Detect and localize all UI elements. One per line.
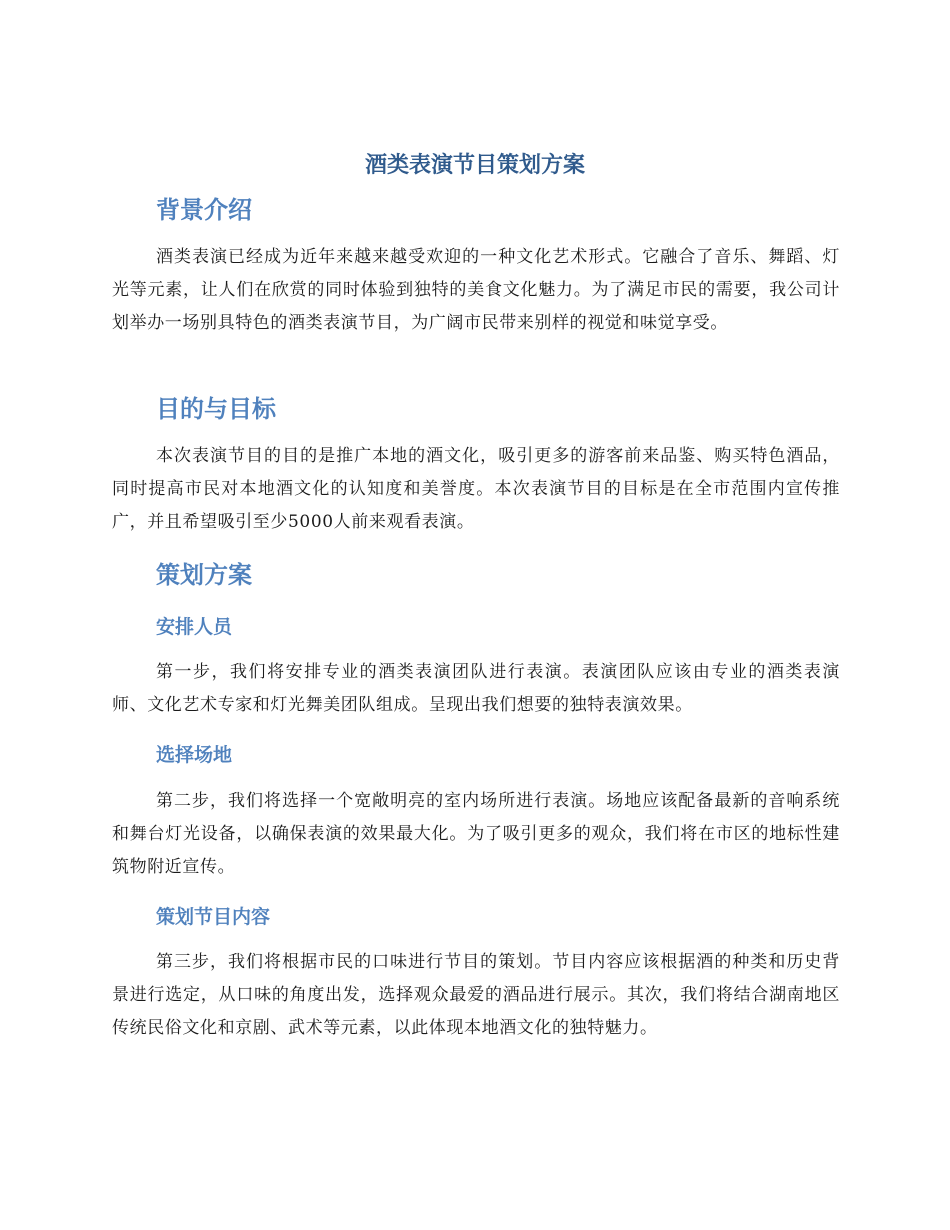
- paragraph-goals: 本次表演节目的目的是推广本地的酒文化，吸引更多的游客前来品鉴、购买特色酒品，同时提高市民对本地酒文化的认知度和美誉度。本次表演节目的目标是在全市范围内宣传推广，并且希望吸引至少5000人前来观看表演。: [112, 446, 840, 532]
- paragraph-venue: 第二步，我们将选择一个宽敞明亮的室内场所进行表演。场地应该配备最新的音响系统和舞台灯光设备，以确保表演的效果最大化。为了吸引更多的观众，我们将在市区的地标性建筑物附近宣传。: [112, 791, 840, 877]
- section-heading-goals: 目的与目标: [156, 395, 276, 423]
- document-title: 酒类表演节目策划方案: [364, 153, 585, 178]
- subsection-heading-program: 策划节目内容: [156, 906, 271, 928]
- paragraph-staffing: 第一步，我们将安排专业的酒类表演团队进行表演。表演团队应该由专业的酒类表演师、文化艺术专家和灯光舞美团队组成。呈现出我们想要的独特表演效果。: [112, 662, 840, 715]
- section-heading-plan: 策划方案: [156, 561, 252, 589]
- subsection-heading-staffing: 安排人员: [156, 616, 233, 638]
- paragraph-program: 第三步，我们将根据市民的口味进行节目的策划。节目内容应该根据酒的种类和历史背景进行选定，从口味的角度出发，选择观众最爱的酒品进行展示。其次，我们将结合湖南地区传统民俗文化和京剧、武术等元素，以此体现本地酒文化的独特魅力。: [112, 952, 840, 1038]
- paragraph-background: 酒类表演已经成为近年来越来越受欢迎的一种文化艺术形式。它融合了音乐、舞蹈、灯光等元素，让人们在欣赏的同时体验到独特的美食文化魅力。为了满足市民的需要，我公司计划举办一场别具特色的酒类表演节目，为广阔市民带来别样的视觉和味觉享受。: [112, 247, 840, 333]
- section-heading-background: 背景介绍: [156, 196, 252, 224]
- subsection-heading-venue: 选择场地: [156, 744, 233, 766]
